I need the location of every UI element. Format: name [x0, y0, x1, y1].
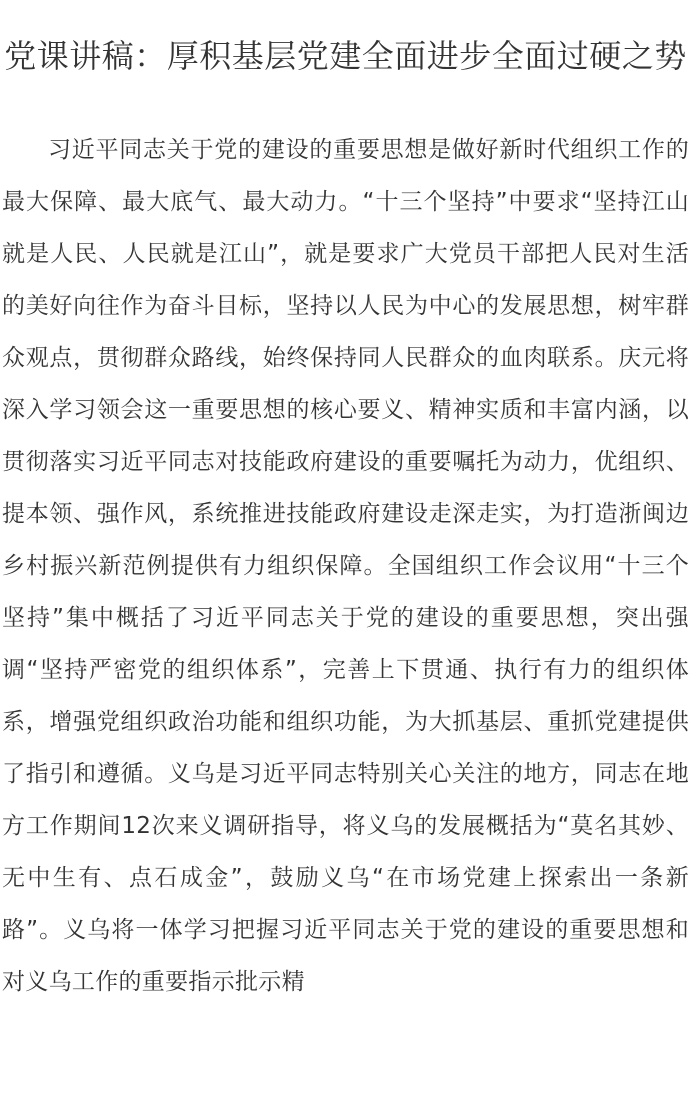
article-title: 党课讲稿：厚积基层党建全面进步全面过硬之势	[4, 37, 687, 75]
article-body-paragraph: 习近平同志关于党的建设的重要思想是做好新时代组织工作的最大保障、最大底气、最大动力。“十三个坚持”中要求“坚持江山就是人民、人民就是江山”，就是要求广大党员干部把人民对生活的美好向往作为奋斗目标，坚持以人民为中心的发展思想，树牢群众观点，贯彻群众路线，始终保持同人民群众的血肉联系。庆元将深入学习领会这一重要思想的核心要义、精神实质和丰富内涵，以贯彻落实习近平同志对技能政府建设的重要嘱托为动力，优组织、提本领、强作风，系统推进技能政府建设走深走实，为打造浙闽边乡村振兴新范例提供有力组织保障。全国组织工作会议用“十三个坚持”集中概括了习近平同志关于党的建设的重要思想，突出强调“坚持严密党的组织体系”，完善上下贯通、执行有力的组织体系，增强党组织政治功能和组织功能，为大抓基层、重抓党建提供了指引和遵循。义乌是习近平同志特别关心关注的地方，同志在地方工作期间12次来义调研指导，将义乌的发展概括为“莫名其妙、无中生有、点石成金”，鼓励义乌“在市场党建上探索出一条新路”。义乌将一体学习把握习近平同志关于党的建设的重要思想和对义乌工作的重要指示批示精	[2, 137, 689, 995]
